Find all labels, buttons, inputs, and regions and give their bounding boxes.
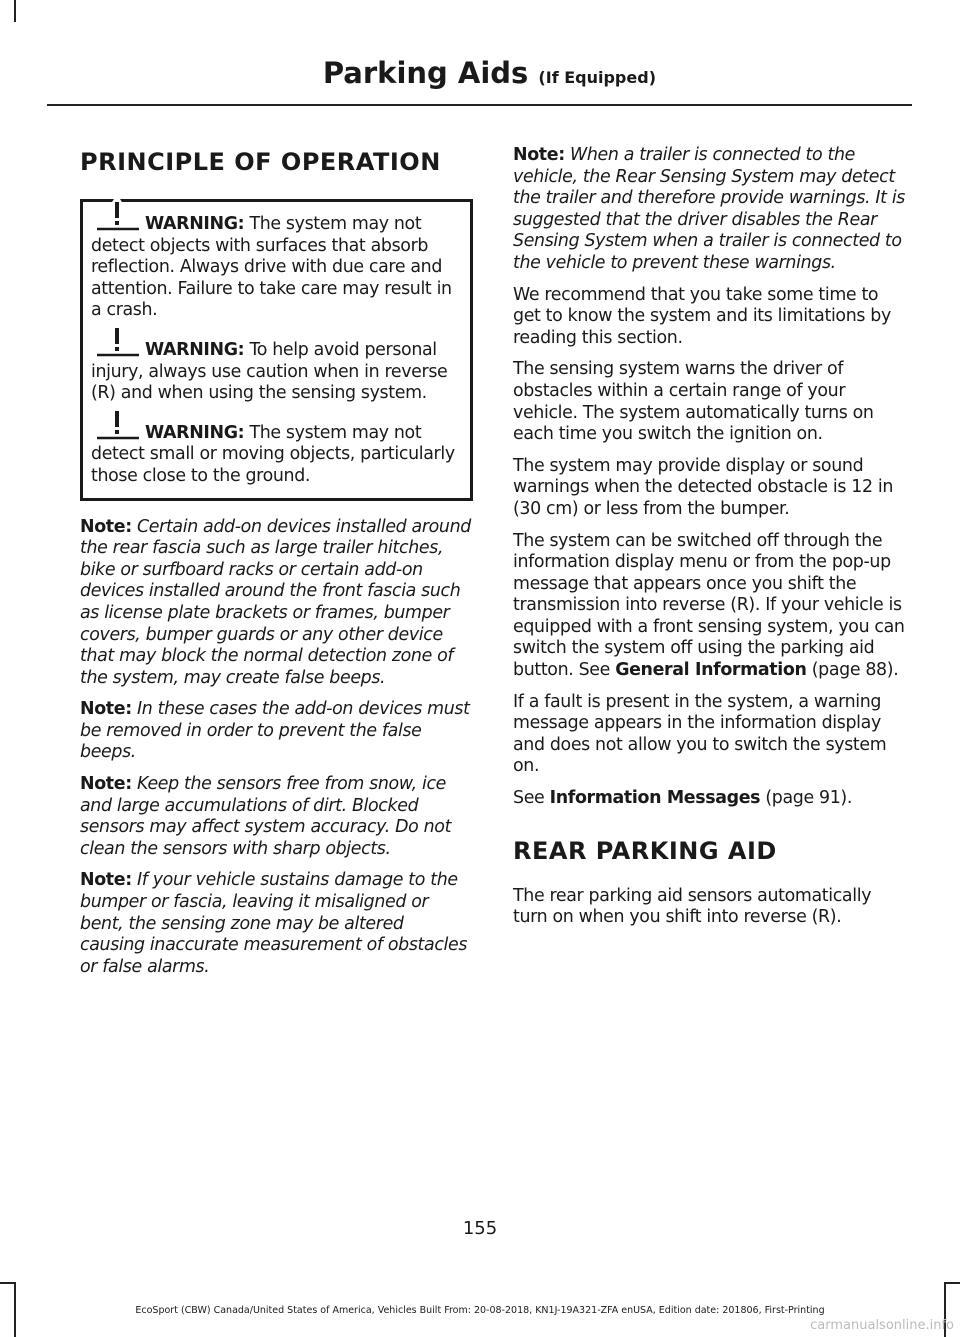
- note-paragraph: [80, 699, 473, 764]
- body-paragraph: The sensing system warns the driver of obstacles within a certain range of your vehicle. The system automatically turns on each time you switch the ignition on.: [513, 359, 874, 445]
- note-paragraph: [513, 145, 908, 275]
- section-subtitle: (If Equipped): [538, 68, 656, 87]
- page-footer: EcoSport (CBW) Canada/United States of America, Vehicles Built From: 20-08-2018, KN1J-19A321-ZFA enUSA, Edition date: 201806, First-Printing: [135, 1305, 825, 1316]
- page-number: 155: [462, 1218, 498, 1239]
- body-paragraph: If a fault is present in the system, a warning message appears in the information display and does not allow you to switch the system on.: [513, 691, 887, 777]
- section-title: Parking Aids: [322, 56, 529, 90]
- crop-mark-top-left: [14, 0, 16, 22]
- body-paragraph: We recommend that you take some time to get to know the system and its limitations by reading this section.: [513, 284, 891, 348]
- cross-reference-link[interactable]: Information Messages: [549, 788, 761, 809]
- warning-item: [91, 214, 462, 322]
- body-paragraph: [513, 531, 908, 682]
- warning-label: WARNING:: [145, 339, 245, 360]
- note-paragraph: [80, 517, 473, 690]
- crop-mark-bottom-left-h: [0, 1282, 16, 1284]
- body-text: The system can be switched off through the information display menu or from the pop-up message that appears once you shift the transmission into reverse (R). If your vehicle is equipped with a front sensing system, you can switch the system off using the parking aid button. See: [513, 530, 905, 681]
- section-heading-principle: PRINCIPLE OF OPERATION: [80, 148, 441, 176]
- body-paragraph: The system may provide display or sound warnings when the detected obstacle is 12 in (30 cm) or less from the bumper.: [513, 455, 894, 519]
- watermark: carmanualsonline.info: [810, 1318, 954, 1333]
- body-paragraph: [513, 788, 908, 810]
- note-text: Keep the sensors free from snow, ice and large accumulations of dirt. Blocked sensors may affect system accuracy. Do not clean the sensors with sharp objects.: [80, 774, 452, 859]
- crop-mark-bottom-right-h: [944, 1282, 960, 1284]
- note-label: Note:: [80, 870, 132, 891]
- page-header-title: [323, 56, 656, 90]
- cross-reference-link[interactable]: General Information: [615, 660, 807, 681]
- left-column: [80, 145, 473, 988]
- header-rule: [47, 104, 912, 106]
- note-paragraph: [80, 774, 473, 860]
- page-reference: (page 88).: [806, 660, 899, 681]
- warning-item: [91, 423, 462, 488]
- note-label: Note:: [80, 516, 132, 537]
- note-label: Note:: [80, 774, 132, 795]
- warning-triangle-icon: [93, 401, 141, 441]
- warning-item: [91, 340, 462, 405]
- note-label: Note:: [80, 699, 132, 720]
- note-label: Note:: [513, 145, 565, 165]
- note-text: If your vehicle sustains damage to the bumper or fascia, leaving it misaligned or bent, the sensing zone may be altered causing inaccurate measurement of obstacles or false alarms.: [80, 870, 468, 977]
- page-reference: (page 91).: [760, 788, 853, 809]
- warning-box: [80, 199, 473, 501]
- warning-text: The system may not detect objects with surfaces that absorb reflection. Always drive with due care and attention. Failure to take care may result in a crash.: [91, 214, 452, 321]
- warning-text: The system may not detect small or moving objects, particularly those close to the ground.: [91, 422, 455, 486]
- warning-triangle-icon: [93, 318, 141, 358]
- note-paragraph: [80, 870, 473, 978]
- warning-label: WARNING:: [145, 422, 245, 443]
- section-heading-rear-parking-aid: REAR PARKING AID: [513, 836, 777, 865]
- note-text: Certain add-on devices installed around the rear fascia such as large trailer hitches, bike or surfboard racks or certain add-on devices installed around the front fascia such as license plate brackets or frames, bumper covers, bumper guards or any other device that may block the normal detection zone of the system, may create false beeps.: [80, 516, 471, 688]
- warning-triangle-icon: [93, 192, 141, 232]
- warning-text: To help avoid personal injury, always use caution when in reverse (R) and when using the sensing system.: [91, 339, 448, 404]
- note-text: In these cases the add-on devices must be removed in order to prevent the false beeps.: [80, 699, 470, 763]
- body-text: See: [513, 788, 550, 809]
- warning-label: WARNING:: [145, 214, 245, 234]
- note-text: When a trailer is connected to the vehicle, the Rear Sensing System may detect the trailer and therefore provide warnings. It is suggested that the driver disables the Rear Sensing System when a trailer is connected to the vehicle to prevent these warnings.: [513, 145, 906, 273]
- body-paragraph: The rear parking aid sensors automatically turn on when you shift into reverse (R).: [513, 885, 872, 928]
- right-column: [513, 145, 908, 939]
